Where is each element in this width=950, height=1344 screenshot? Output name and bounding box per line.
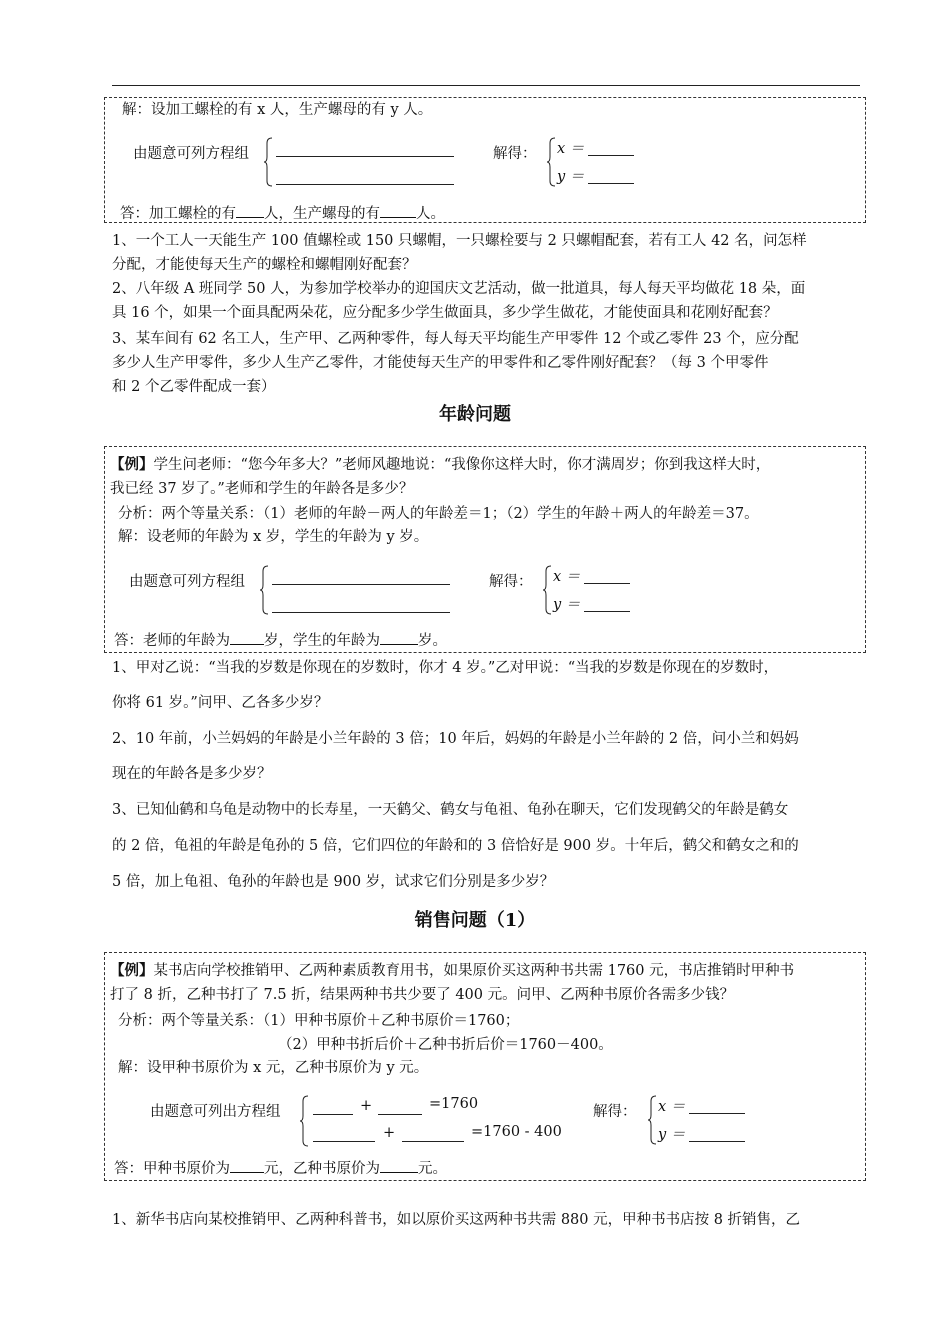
equation-term-blank[interactable] [313, 1141, 375, 1142]
solve-label: 解得： [493, 146, 537, 162]
answer-text-a: 答：老师的年龄为 [114, 633, 230, 649]
equation-term-blank[interactable] [313, 1114, 353, 1115]
x-equals: x ＝ [658, 1099, 686, 1115]
answer-line [120, 203, 445, 224]
y-equals: y ＝ [658, 1127, 686, 1143]
header-rule [112, 85, 860, 86]
x-answer-blank[interactable] [689, 1113, 745, 1114]
problem-line: 1、一个工人一天能生产 100 值螺栓或 150 只螺帽，一只螺栓要与 2 只螺帽配套，若有工人 42 名，问怎样 [112, 233, 807, 249]
answer-text-c: 元。 [418, 1161, 447, 1177]
answer-text-b: 元，乙种书原价为 [264, 1161, 380, 1177]
problem-line: 多少人生产甲零件，多少人生产乙零件，才能使每天生产的甲零件和乙零件刚好配套？（每 3 个甲零件 [112, 355, 769, 371]
example-text-2: 打了 8 折，乙种书打了 7.5 折，结果两种书共少要了 400 元。问甲、乙两种书原价各需多少钱？ [110, 987, 735, 1003]
left-brace-icon [300, 1095, 309, 1147]
answer-text-c: 人。 [416, 206, 445, 222]
setup-text: 解：设甲种书原价为 x 元，乙种书原价为 y 元。 [118, 1060, 429, 1076]
equation-term-blank[interactable] [402, 1141, 464, 1142]
problem-line: 具 16 个，如果一个面具配两朵花，应分配多少学生做面具，多少学生做花，才能使面具和花刚好配套？ [112, 305, 778, 321]
y-equals: y ＝ [557, 169, 585, 185]
answer-text-a: 答：甲种书原价为 [114, 1161, 230, 1177]
problem-line: 现在的年龄各是多少岁？ [112, 766, 272, 782]
plus-sign: + [360, 1098, 373, 1114]
left-brace-icon [543, 565, 552, 615]
problem-line: 5 倍，加上龟祖、龟孙的年龄也是 900 岁，试求它们分别是多少岁？ [112, 874, 555, 890]
x-equals: x ＝ [553, 569, 581, 585]
section-title-age: 年龄问题 [439, 404, 511, 425]
y-answer-blank[interactable] [689, 1141, 745, 1142]
y-equals: y ＝ [553, 597, 581, 613]
problem-line: 分配，才能使每天生产的螺栓和螺帽刚好配套？ [112, 257, 417, 273]
x-answer-blank[interactable] [588, 155, 634, 156]
answer-text-c: 岁。 [418, 633, 447, 649]
problem-line: 3、某车间有 62 名工人，生产甲、乙两种零件，每人每天平均能生产甲零件 12 个或乙零件 23 个，应分配 [112, 331, 799, 347]
answer-line [114, 1158, 447, 1179]
equation-blank-1[interactable] [276, 156, 454, 157]
equation-label: 由题意可列方程组 [133, 146, 249, 162]
section-title-sales: 销售问题（1） [414, 910, 536, 931]
problem-line: 和 2 个乙零件配成一套） [112, 379, 276, 395]
problem-line: 2、八年级 A 班同学 50 人，为参加学校举办的迎国庆文艺活动，做一批道具，每人每天平均做花 18 朵，面 [112, 281, 806, 297]
example-text-2: 我已经 37 岁了。”老师和学生的年龄各是多少？ [110, 481, 414, 497]
equation-rhs-1: =1760 [429, 1096, 479, 1112]
solve-label: 解得： [489, 574, 533, 590]
example-box-age [104, 446, 866, 653]
answer-text-b: 岁，学生的年龄为 [264, 633, 380, 649]
problem-line: 2、10 年前，小兰妈妈的年龄是小兰年龄的 3 倍；10 年后，妈妈的年龄是小兰年龄的 2 倍，问小兰和妈妈 [112, 731, 799, 747]
left-brace-icon [648, 1095, 657, 1145]
answer-blank[interactable] [236, 203, 264, 218]
analysis-text: 分析：两个等量关系：（1）老师的年龄－两人的年龄差＝1；（2）学生的年龄＋两人的年龄差＝37。 [118, 506, 759, 522]
plus-sign: + [383, 1125, 396, 1141]
equation-rhs-2: =1760 - 400 [471, 1124, 562, 1140]
analysis-text-1: 分析：两个等量关系：（1）甲种书原价＋乙种书原价＝1760； [118, 1013, 520, 1029]
answer-blank[interactable] [380, 1158, 418, 1173]
equation-term-blank[interactable] [378, 1114, 422, 1115]
solve-label: 解得： [593, 1104, 637, 1120]
problem-line: 1、甲对乙说：“当我的岁数是你现在的岁数时，你才 4 岁。”乙对甲说：“当我的岁数是你现在的岁数时， [112, 660, 779, 676]
example-text-1: 学生问老师：“您今年多大？”老师风趣地说：“我像你这样大时，你才满周岁；你到我这样大时， [153, 457, 771, 473]
equation-blank-1[interactable] [272, 584, 450, 585]
problem-line: 你将 61 岁。”问甲、乙各多少岁？ [112, 695, 329, 711]
example-text-1: 某书店向学校推销甲、乙两种素质教育用书，如果原价买这两种书共需 1760 元，书店推销时甲种书 [153, 963, 795, 979]
left-brace-icon [260, 565, 269, 615]
left-brace-icon [264, 137, 273, 187]
example-tag: 【例】 [110, 456, 154, 473]
setup-text: 解：设加工螺栓的有 x 人，生产螺母的有 y 人。 [122, 102, 433, 118]
problem-line: 的 2 倍，龟祖的年龄是龟孙的 5 倍，它们四位的年龄和的 3 倍恰好是 900 岁。十年后，鹤父和鹤女之和的 [112, 838, 799, 854]
x-equals: x ＝ [557, 141, 585, 157]
analysis-text-2: （2）甲种书折后价＋乙种书折后价＝1760－400。 [278, 1037, 613, 1053]
x-answer-blank[interactable] [584, 583, 630, 584]
example-tag: 【例】 [110, 962, 154, 979]
equation-blank-2[interactable] [272, 612, 450, 613]
answer-line [114, 630, 447, 651]
example-line-1 [110, 961, 794, 981]
example-line-1 [110, 455, 770, 475]
answer-blank[interactable] [230, 630, 264, 645]
y-answer-blank[interactable] [584, 611, 630, 612]
answer-blank[interactable] [230, 1158, 264, 1173]
left-brace-icon [547, 137, 556, 187]
setup-text: 解：设老师的年龄为 x 岁，学生的年龄为 y 岁。 [118, 529, 429, 545]
equation-blank-2[interactable] [276, 184, 454, 185]
y-answer-blank[interactable] [588, 183, 634, 184]
answer-blank[interactable] [380, 203, 416, 218]
equation-label: 由题意可列出方程组 [150, 1104, 281, 1120]
answer-text-b: 人，生产螺母的有 [264, 206, 380, 222]
problem-line: 1、新华书店向某校推销甲、乙两种科普书，如以原价买这两种书共需 880 元，甲种书书店按 8 折销售，乙 [112, 1212, 801, 1228]
equation-label: 由题意可列方程组 [129, 574, 245, 590]
answer-blank[interactable] [380, 630, 418, 645]
problem-line: 3、已知仙鹤和乌龟是动物中的长寿星，一天鹤父、鹤女与龟祖、龟孙在聊天，它们发现鹤父的年龄是鹤女 [112, 802, 789, 818]
answer-text-a: 答：加工螺栓的有 [120, 206, 236, 222]
